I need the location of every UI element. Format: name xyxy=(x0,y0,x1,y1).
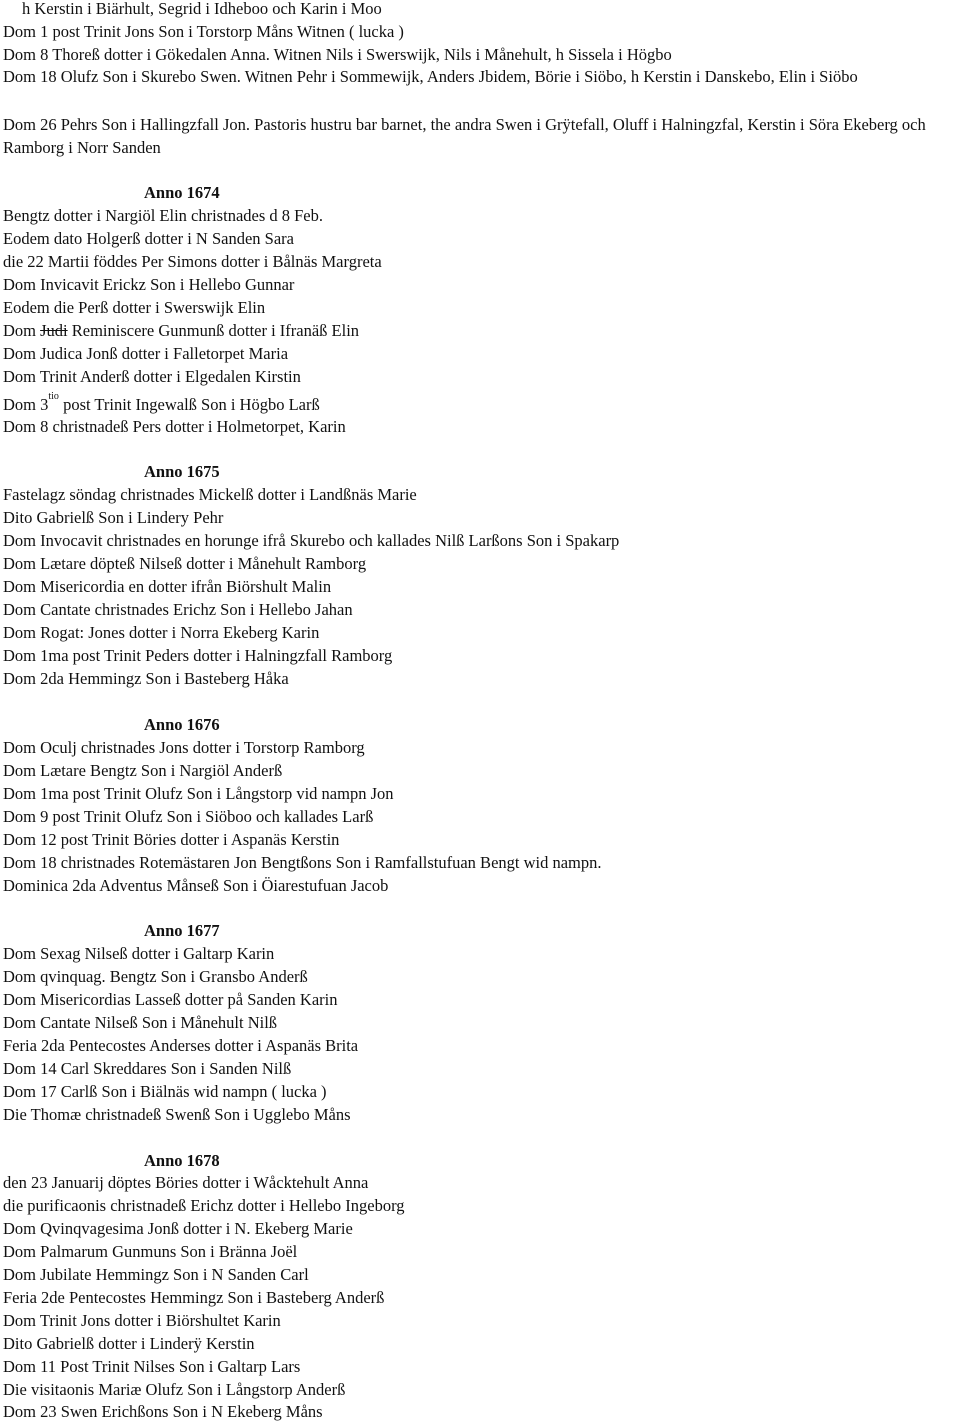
entry-text: Reminiscere Gunmunß dotter i Ifranäß Elin xyxy=(67,321,360,340)
entry-line: die purificaonis christnadeß Erichz dotter i Hellebo Ingeborg xyxy=(3,1196,405,1215)
entry-line: Dom Invocavit christnades en horunge ifrå Skurebo och kallades Nilß Larßons Son i Spakarp xyxy=(3,531,620,550)
entry-line: Bengtz dotter i Nargiöl Elin christnades d 8 Feb. xyxy=(3,206,324,225)
entry-line: Dom 1ma post Trinit Olufz Son i Långstorp vid nampn Jon xyxy=(3,784,394,803)
entry-line: Dom 1 post Trinit Jons Son i Torstorp Måns Witnen ( lucka ) xyxy=(3,22,404,41)
struck-text: Judi xyxy=(40,321,68,340)
entry-line: h Kerstin i Biärhult, Segrid i Idheboo och Karin i Moo xyxy=(22,0,382,18)
entry-line: Dom Jubilate Hemmingz Son i N Sanden Carl xyxy=(3,1265,309,1284)
entry-line: Dom Cantate Nilseß Son i Månehult Nilß xyxy=(3,1013,278,1032)
entry-line: Dito Gabrielß dotter i Linderÿ Kerstin xyxy=(3,1334,255,1353)
entry-line: Dom 9 post Trinit Olufz Son i Siöboo och kallades Larß xyxy=(3,807,374,826)
entry-line xyxy=(3,391,320,416)
entry-line: Feria 2da Pentecostes Anderses dotter i Aspanäs Brita xyxy=(3,1036,359,1055)
entry-line: Eodem die Perß dotter i Swerswijk Elin xyxy=(3,298,266,317)
entry-line: Dom Qvinqvagesima Jonß dotter i N. Ekeberg Marie xyxy=(3,1219,353,1238)
entry-line: Dom Lætare Bengtz Son i Nargiöl Anderß xyxy=(3,761,283,780)
year-heading-1678: Anno 1678 xyxy=(144,1151,220,1170)
entry-line: Dom Judica Jonß dotter i Falletorpet Maria xyxy=(3,344,289,363)
entry-line xyxy=(3,320,359,342)
entry-line: die 22 Martii föddes Per Simons dotter i Bålnäs Margreta xyxy=(3,252,382,271)
entry-line: Dito Gabrielß Son i Lindery Pehr xyxy=(3,508,224,527)
entry-line: Dom Trinit Jons dotter i Biörshultet Karin xyxy=(3,1311,281,1330)
entry-line: Dom 12 post Trinit Böries dotter i Aspanäs Kerstin xyxy=(3,830,340,849)
entry-line: Dom 8 christnadeß Pers dotter i Holmetorpet, Karin xyxy=(3,417,346,436)
entry-line: Dom Sexag Nilseß dotter i Galtarp Karin xyxy=(3,944,275,963)
entry-line: Dom 18 Olufz Son i Skurebo Swen. Witnen Pehr i Sommewijk, Anders Jbidem, Börie i Siöbo, h Kerstin i Danskebo, Elin i Siöbo xyxy=(3,67,858,86)
entry-line: Eodem dato Holgerß dotter i N Sanden Sara xyxy=(3,229,294,248)
entry-line: Dom 8 Thoreß dotter i Gökedalen Anna. Witnen Nils i Swerswijk, Nils i Månehult, h Sissela i Högbo xyxy=(3,45,672,64)
entry-line: Dom 2da Hemmingz Son i Basteberg Håka xyxy=(3,669,289,688)
entry-text: Dom xyxy=(3,321,41,340)
entry-line: Dom Invicavit Erickz Son i Hellebo Gunnar xyxy=(3,275,295,294)
entry-line: Dom qvinquag. Bengtz Son i Gransbo Anderß xyxy=(3,967,308,986)
entry-line: Dom Palmarum Gunmuns Son i Bränna Joël xyxy=(3,1242,298,1261)
superscript: tio xyxy=(48,391,59,402)
entry-line: Dom Trinit Anderß dotter i Elgedalen Kirstin xyxy=(3,367,301,386)
year-heading-1676: Anno 1676 xyxy=(144,715,220,734)
entry-text: post Trinit Ingewalß Son i Högbo Larß xyxy=(58,395,320,414)
entry-line: Dom Misericordias Lasseß dotter på Sanden Karin xyxy=(3,990,338,1009)
entry-line: Dominica 2da Adventus Månseß Son i Öiarestufuan Jacob xyxy=(3,876,389,895)
entry-line: Dom 23 Swen Erichßons Son i N Ekeberg Måns xyxy=(3,1402,323,1421)
entry-line: Dom Lætare döpteß Nilseß dotter i Månehult Ramborg xyxy=(3,554,367,573)
entry-line: Dom 17 Carlß Son i Biälnäs wid nampn ( lucka ) xyxy=(3,1082,327,1101)
entry-text: Dom 3 xyxy=(3,395,49,414)
entry-line: Dom Cantate christnades Erichz Son i Hellebo Jahan xyxy=(3,600,353,619)
entry-line: Dom Oculj christnades Jons dotter i Torstorp Ramborg xyxy=(3,738,365,757)
year-heading-1675: Anno 1675 xyxy=(144,462,220,481)
entry-line: Die visitaonis Mariæ Olufz Son i Långstorp Anderß xyxy=(3,1380,346,1399)
entry-line: Dom 11 Post Trinit Nilses Son i Galtarp Lars xyxy=(3,1357,301,1376)
year-heading-1677: Anno 1677 xyxy=(144,921,220,940)
entry-line: Dom Rogat: Jones dotter i Norra Ekeberg Karin xyxy=(3,623,320,642)
entry-line: den 23 Januarij döptes Böries dotter i Wåcktehult Anna xyxy=(3,1173,369,1192)
entry-line: Dom 1ma post Trinit Peders dotter i Halningzfall Ramborg xyxy=(3,646,393,665)
year-heading-1674: Anno 1674 xyxy=(144,183,220,202)
entry-line: Fastelagz söndag christnades Mickelß dotter i Landßnäs Marie xyxy=(3,485,417,504)
entry-line: Dom Misericordia en dotter ifrån Biörshult Malin xyxy=(3,577,332,596)
entry-line: Dom 26 Pehrs Son i Hallingzfall Jon. Pastoris hustru bar barnet, the andra Swen i Grÿtefall, Oluff i Halningzfal, Kerstin i Söra Ekeberg och Ramborg i Norr Sanden xyxy=(3,115,926,157)
entry-line: Dom 14 Carl Skreddares Son i Sanden Nilß xyxy=(3,1059,292,1078)
entry-line: Feria 2de Pentecostes Hemmingz Son i Basteberg Anderß xyxy=(3,1288,385,1307)
entry-line: Dom 18 christnades Rotemästaren Jon Bengtßons Son i Ramfallstufuan Bengt wid nampn. xyxy=(3,853,602,872)
entry-line: Die Thomæ christnadeß Swenß Son i Ugglebo Måns xyxy=(3,1105,351,1124)
